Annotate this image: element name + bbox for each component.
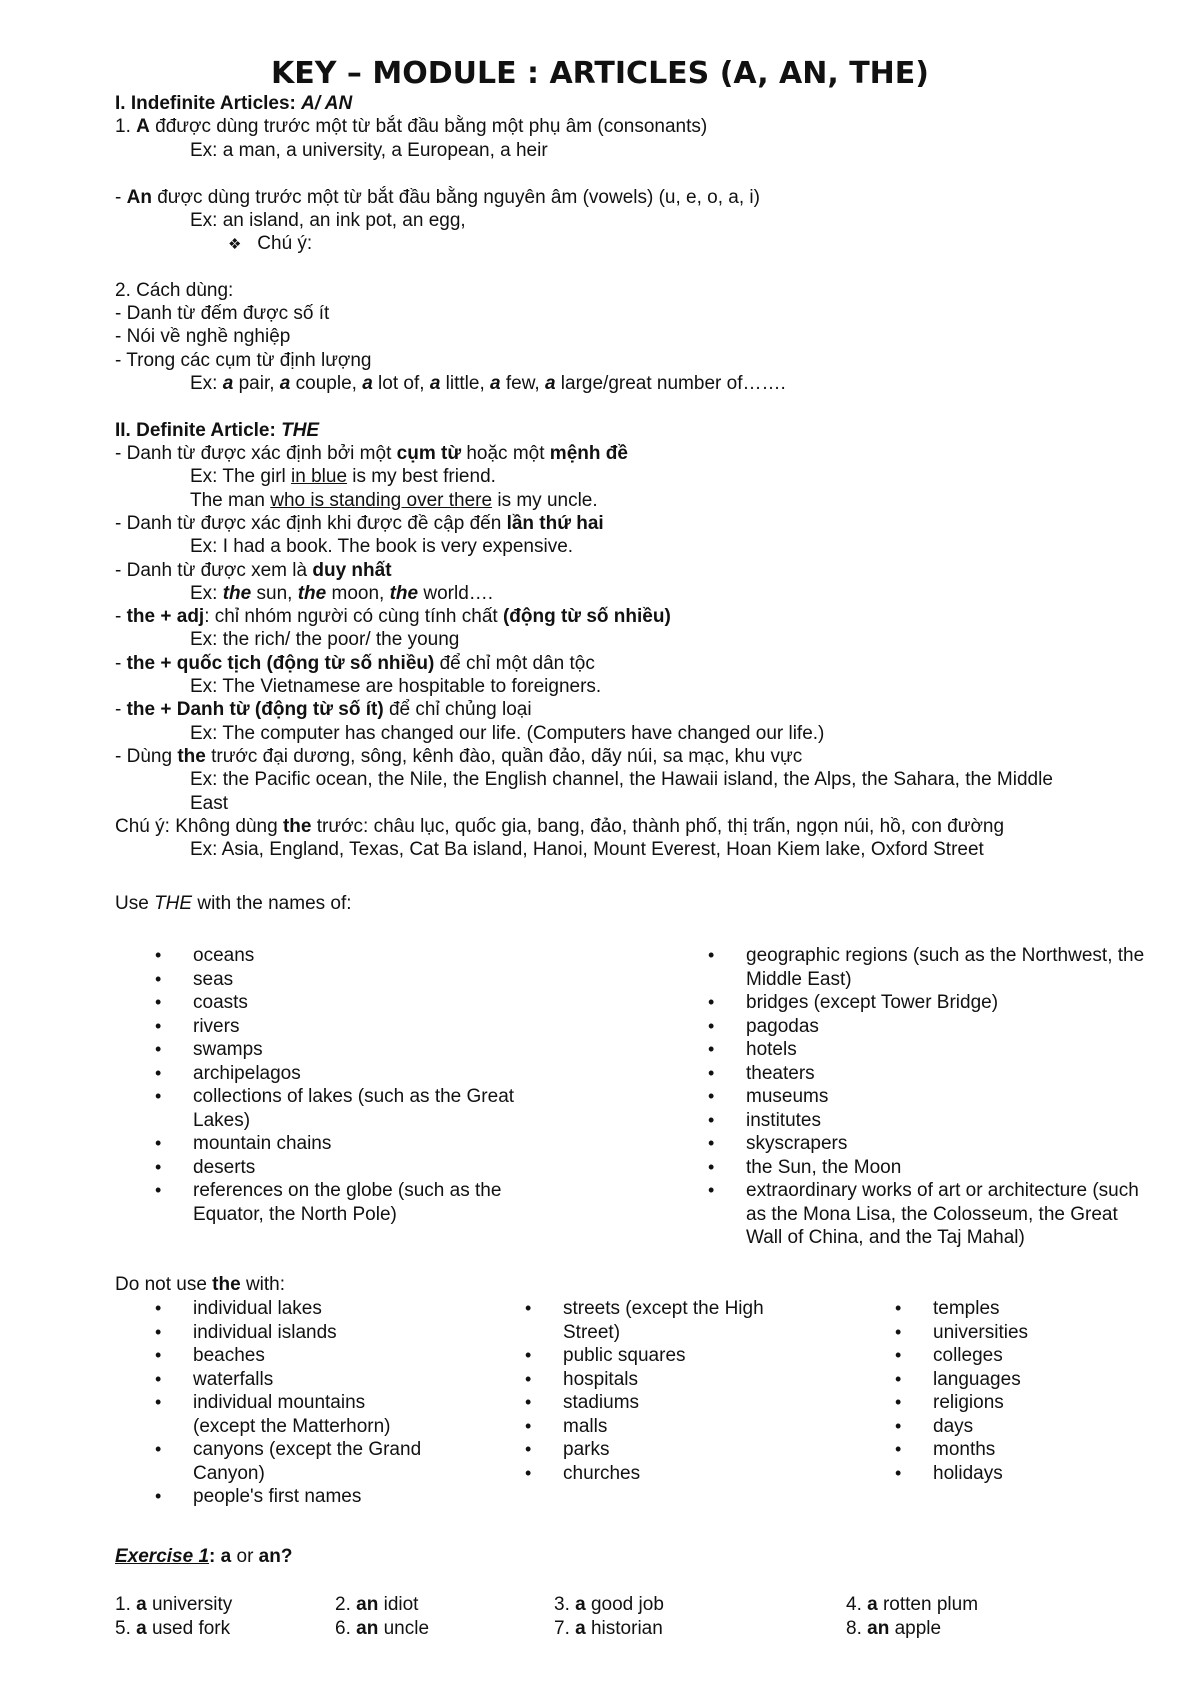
section2-note-example: Ex: Asia, England, Texas, Cat Ba island, Hanoi, Mount Everest, Hoan Kiem lake, Oxford Street	[190, 839, 984, 860]
list-item: • mountain chains	[155, 1132, 555, 1156]
rule-7: - Dùng the trước đại dương, sông, kênh đào, quần đảo, dãy núi, sa mạc, khu vực	[115, 746, 803, 767]
list-item: • churches	[525, 1462, 785, 1486]
list-item: • parks	[525, 1438, 785, 1462]
list-item: • people's first names	[155, 1485, 425, 1509]
rule-5-example: Ex: The Vietnamese are hospitable to foreigners.	[190, 676, 602, 697]
list-item: • holidays	[895, 1462, 1135, 1486]
page-title: KEY – MODULE : ARTICLES (A, AN, THE)	[270, 56, 929, 91]
rule-7-example: Ex: the Pacific ocean, the Nile, the English channel, the Hawaii island, the Alps, the Sahara, the Middle	[190, 769, 1053, 790]
rule-5: - the + quốc tịch (động từ số nhiều) để chỉ một dân tộc	[115, 653, 595, 674]
usage-item: - Danh từ đếm được số ít	[115, 303, 330, 324]
rule-3: - Danh từ được xem là duy nhất	[115, 560, 392, 581]
list-item: • institutes	[708, 1109, 1148, 1133]
rule-an-example: Ex: an island, an ink pot, an egg,	[190, 210, 466, 231]
use-the-list-right	[708, 944, 1148, 1250]
no-the-list-col3	[895, 1297, 1135, 1485]
list-item: • temples	[895, 1297, 1135, 1321]
rule-2: - Danh từ được xác định khi được đề cập đến lần thứ hai	[115, 513, 604, 534]
list-item: • beaches	[155, 1344, 425, 1368]
exercise-answer: 3. a good job	[554, 1594, 664, 1615]
list-item: • collections of lakes (such as the Great Lakes)	[155, 1085, 555, 1132]
exercise-answer: 8. an apple	[846, 1618, 942, 1639]
usage-item: - Trong các cụm từ định lượng	[115, 350, 372, 371]
rule-2-example: Ex: I had a book. The book is very expensive.	[190, 536, 574, 557]
exercise-answer: 1. a university	[115, 1594, 233, 1615]
rule-a: 1. A đđược dùng trước một từ bắt đầu bằng một phụ âm (consonants)	[115, 116, 708, 137]
list-item: • deserts	[155, 1156, 555, 1180]
list-item: • individual lakes	[155, 1297, 425, 1321]
section1-heading: I. Indefinite Articles: A/ AN	[115, 93, 353, 114]
list-item: • public squares	[525, 1344, 785, 1368]
no-the-intro: Do not use the with:	[115, 1274, 286, 1295]
list-item: • malls	[525, 1415, 785, 1439]
usage-heading: 2. Cách dùng:	[115, 280, 234, 301]
list-item: • extraordinary works of art or architecture (such as the Mona Lisa, the Colosseum, the Great Wall of China, and the Taj Mahal)	[708, 1179, 1148, 1250]
list-item: • colleges	[895, 1344, 1135, 1368]
rule-6: - the + Danh từ (động từ số ít) để chỉ chủng loại	[115, 699, 532, 720]
list-item: • individual islands	[155, 1321, 425, 1345]
list-item: • museums	[708, 1085, 1148, 1109]
note-line: ❖ Chú ý:	[228, 233, 313, 254]
exercise-answer: 5. a used fork	[115, 1618, 231, 1639]
rule-6-example: Ex: The computer has changed our life. (Computers have changed our life.)	[190, 723, 825, 744]
section2-heading: II. Definite Article: THE	[115, 420, 320, 441]
list-item: • seas	[155, 968, 555, 992]
list-item: • theaters	[708, 1062, 1148, 1086]
list-item: • religions	[895, 1391, 1135, 1415]
exercise-heading: Exercise 1: a or an?	[115, 1546, 293, 1567]
exercise-answer: 7. a historian	[554, 1618, 663, 1639]
exercise-answer: 6. an uncle	[335, 1618, 430, 1639]
list-item: • canyons (except the Grand Canyon)	[155, 1438, 425, 1485]
list-item: • rivers	[155, 1015, 555, 1039]
list-item: • geographic regions (such as the Northwest, the Middle East)	[708, 944, 1148, 991]
list-item: • references on the globe (such as the Equator, the North Pole)	[155, 1179, 555, 1226]
no-the-list-col1	[155, 1297, 425, 1509]
rule-4-example: Ex: the rich/ the poor/ the young	[190, 629, 460, 650]
rule-1-example: The man who is standing over there is my uncle.	[190, 490, 598, 511]
list-item: • hotels	[708, 1038, 1148, 1062]
rule-7-example-cont: East	[190, 793, 229, 814]
rule-4: - the + adj: chỉ nhóm người có cùng tính chất (động từ số nhiều)	[115, 606, 671, 627]
rule-an: - An được dùng trước một từ bắt đầu bằng nguyên âm (vowels) (u, e, o, a, i)	[115, 187, 760, 208]
list-item: • days	[895, 1415, 1135, 1439]
use-the-list-left	[155, 944, 555, 1226]
list-item: • individual mountains (except the Matterhorn)	[155, 1391, 425, 1438]
rule-1-example: Ex: The girl in blue is my best friend.	[190, 466, 496, 487]
list-item: • archipelagos	[155, 1062, 555, 1086]
rule-a-example: Ex: a man, a university, a European, a heir	[190, 140, 548, 161]
quantifier-example: Ex: a pair, a couple, a lot of, a little, a few, a large/great number of…….	[190, 373, 786, 394]
section2-note: Chú ý: Không dùng the trước: châu lục, quốc gia, bang, đảo, thành phố, thị trấn, ngọn núi, hồ, con đường	[115, 816, 1005, 837]
list-item: • swamps	[155, 1038, 555, 1062]
list-item: • months	[895, 1438, 1135, 1462]
list-item: • languages	[895, 1368, 1135, 1392]
list-item: • oceans	[155, 944, 555, 968]
no-the-list-col2	[525, 1297, 785, 1485]
exercise-answer: 4. a rotten plum	[846, 1594, 979, 1615]
list-item: • the Sun, the Moon	[708, 1156, 1148, 1180]
list-item: • skyscrapers	[708, 1132, 1148, 1156]
list-item: • bridges (except Tower Bridge)	[708, 991, 1148, 1015]
usage-item: - Nói về nghề nghiệp	[115, 326, 291, 347]
exercise-answer: 2. an idiot	[335, 1594, 419, 1615]
list-item: • stadiums	[525, 1391, 785, 1415]
rule-3-example: Ex: the sun, the moon, the world….	[190, 583, 494, 604]
list-item: • hospitals	[525, 1368, 785, 1392]
list-item: • streets (except the High Street)	[525, 1297, 785, 1344]
rule-1: - Danh từ được xác định bởi một cụm từ hoặc một mệnh đề	[115, 443, 628, 464]
list-item: • universities	[895, 1321, 1135, 1345]
use-the-intro: Use THE with the names of:	[115, 893, 352, 914]
diamond-bullet-icon: ❖	[228, 236, 242, 253]
list-item: • pagodas	[708, 1015, 1148, 1039]
list-item: • coasts	[155, 991, 555, 1015]
list-item: • waterfalls	[155, 1368, 425, 1392]
